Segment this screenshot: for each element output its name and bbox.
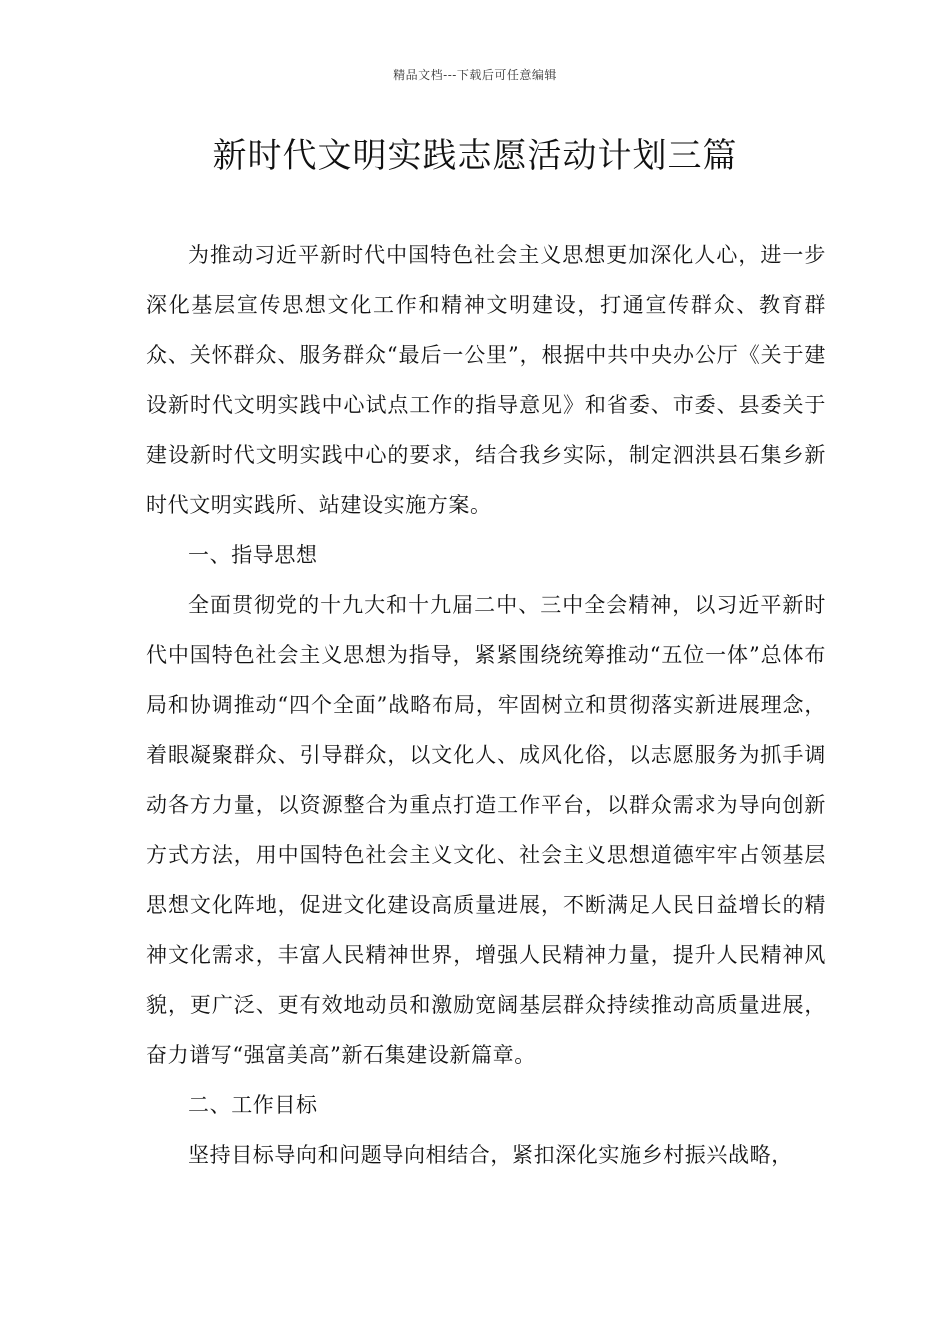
section-heading-guiding-ideology: 一、指导思想 xyxy=(188,543,318,567)
work-goals-paragraph: 坚持目标导向和问题导向相结合，紧扣深化实施乡村振兴战略， xyxy=(188,1143,793,1167)
header-note: 精品文档---下载后可任意编辑 xyxy=(393,68,557,82)
document-title: 新时代文明实践志愿活动计划三篇 xyxy=(212,136,738,176)
document-body xyxy=(146,230,826,1180)
section-heading-work-goals: 二、工作目标 xyxy=(188,1093,318,1117)
intro-paragraph: 为推动习近平新时代中国特色社会主义思想更加深化人心，进一步深化基层宣传思想文化工作和精神文明建设，打通宣传群众、教育群众、关怀群众、服务群众“最后一公里”，根据中共中央办公厅《关于建设新时代文明实践中心试点工作的指导意见》和省委、市委、县委关于建设新时代文明实践中心的要求，结合我乡实际，制定泗洪县石集乡新时代文明实践所、站建设实施方案。 xyxy=(146,243,826,517)
guiding-ideology-paragraph: 全面贯彻党的十九大和十九届二中、三中全会精神，以习近平新时代中国特色社会主义思想为指导，紧紧围绕统筹推动“五位一体”总体布局和协调推动“四个全面”战略布局，牢固树立和贯彻落实新进展理念，着眼凝聚群众、引导群众，以文化人、成风化俗，以志愿服务为抓手调动各方力量，以资源整合为重点打造工作平台，以群众需求为导向创新方式方法，用中国特色社会主义文化、社会主义思想道德牢牢占领基层思想文化阵地，促进文化建设高质量进展，不断满足人民日益增长的精神文化需求，丰富人民精神世界，增强人民精神力量，提升人民精神风貌，更广泛、更有效地动员和激励宽阔基层群众持续推动高质量进展，奋力谱写“强富美高”新石集建设新篇章。 xyxy=(146,593,826,1067)
